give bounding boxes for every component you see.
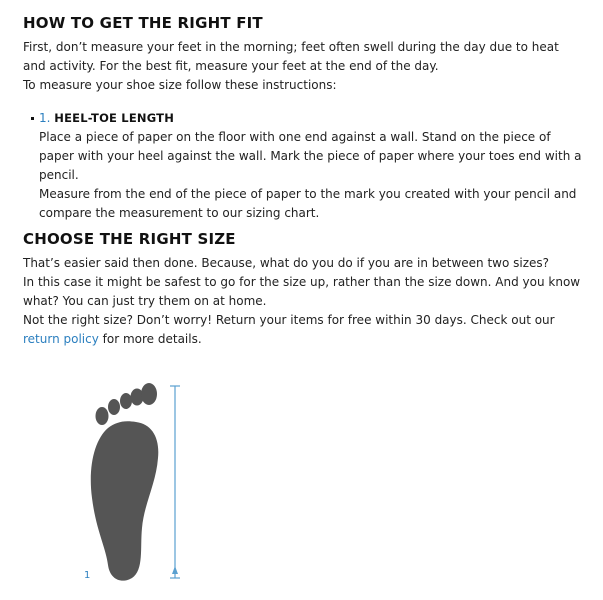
illustration-label: 1 — [84, 570, 91, 581]
fit-paragraph-1: First, don’t measure your feet in the morning; feet often swell during the day due to heat and activity. For the best fit, measure your feet at the end of the day. — [23, 40, 559, 73]
size-paragraph-1: That’s easier said then done. Because, what do you do if you are in between two sizes? — [23, 256, 550, 270]
size-paragraph-3-end: for more details. — [98, 332, 202, 346]
foot-measurement-illustration — [70, 380, 200, 590]
step-number: 1. — [39, 111, 51, 125]
size-paragraph-2: In this case it might be safest to go for the size up, rather than the size down. And you know what? You can just try them on at home. — [23, 275, 581, 308]
bullet-icon — [31, 117, 34, 120]
measure-steps-list — [23, 109, 583, 223]
list-item — [23, 109, 583, 223]
step-text-1: Place a piece of paper on the floor with one end against a wall. Stand on the piece of paper with your heel against the wall. Mark the piece of paper where your toes end with a pencil. — [39, 130, 582, 182]
measurement-arrow-icon — [170, 386, 180, 578]
fit-paragraph-2: To measure your shoe size follow these instructions: — [23, 78, 337, 92]
step-heading — [39, 109, 583, 128]
size-section-title: CHOOSE THE RIGHT SIZE — [23, 230, 236, 248]
size-paragraph-3-text: Not the right size? Don’t worry! Return your items for free within 30 days. Check out our — [23, 313, 555, 327]
step-title: HEEL-TOE LENGTH — [54, 111, 175, 125]
size-guide-content — [23, 13, 583, 349]
fit-section-title: HOW TO GET THE RIGHT FIT — [23, 14, 263, 32]
foot-icon — [91, 383, 159, 581]
return-policy-link[interactable]: return policy — [23, 332, 99, 346]
step-text-2: Measure from the end of the piece of paper to the mark you created with your pencil and compare the measurement to our sizing chart. — [39, 187, 577, 220]
size-paragraph-3 — [23, 311, 583, 349]
